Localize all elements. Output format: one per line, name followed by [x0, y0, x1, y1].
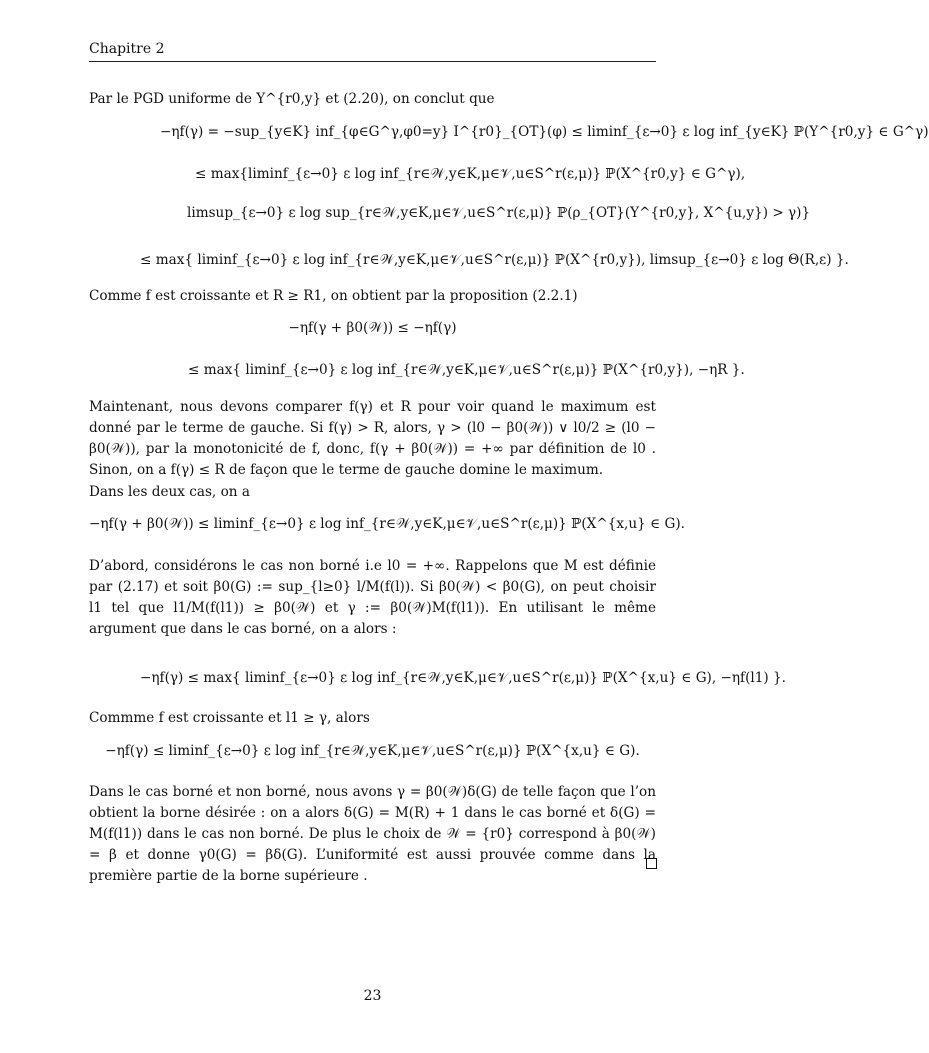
equation-line-2: ≤ max{liminf_{ε→0} ε log inf_{r∈𝒲,y∈K,μ∈𝒱,u∈S^r(ε,μ)} ℙ(X^{r0,y} ∈ G^γ), — [195, 166, 746, 182]
paragraph-croissante: Comme f est croissante et R ≥ R1, on obtient par la proposition (2.2.1) — [89, 288, 578, 304]
equation-line-1: −ηf(γ) = −sup_{y∈K} inf_{φ∈G^γ,φ0=y} I^{r0}_{OT}(φ) ≤ liminf_{ε→0} ε log inf_{y∈K} ℙ(Y^{r0,y} ∈ G^γ) — [160, 124, 929, 140]
qed-square — [646, 858, 657, 869]
equation-3: ≤ max{ liminf_{ε→0} ε log inf_{r∈𝒲,y∈K,μ∈𝒱,u∈S^r(ε,μ)} ℙ(X^{r0,y}), −ηR }. — [188, 362, 745, 378]
equation-6: −ηf(γ) ≤ liminf_{ε→0} ε log inf_{r∈𝒲,y∈K,μ∈𝒱,u∈S^r(ε,μ)} ℙ(X^{x,u} ∈ G). — [105, 743, 640, 759]
page-number: 23 — [363, 988, 382, 1004]
equation-5: −ηf(γ) ≤ max{ liminf_{ε→0} ε log inf_{r∈𝒲,y∈K,μ∈𝒱,u∈S^r(ε,μ)} ℙ(X^{x,u} ∈ G), −ηf(l1) }. — [140, 670, 786, 686]
paragraph-maintenant: Maintenant, nous devons comparer f(γ) et R pour voir quand le maximum est donné par le terme de gauche. Si f(γ) > R, alors, γ > (l0 − β0(𝒲)) ∨ l0/2 ≥ (l0 − β0(𝒲)), par la monotonicité de f, donc, f(γ + β0(𝒲)) = +∞ par définition de l0 . Sinon, on a f(γ) ≤ R de façon que le terme de gauche domine le maximum. — [89, 399, 656, 478]
paragraph-deux-cas: Dans les deux cas, on a — [89, 484, 250, 500]
header-rule — [89, 61, 656, 62]
equation-2: −ηf(γ + β0(𝒲)) ≤ −ηf(γ) — [288, 320, 457, 336]
equation-line-3: limsup_{ε→0} ε log sup_{r∈𝒲,y∈K,μ∈𝒱,u∈S^r(ε,μ)} ℙ(ρ_{OT}(Y^{r0,y}, X^{u,y}) > γ)} — [187, 205, 811, 221]
paragraph-conclusion: Dans le cas borné et non borné, nous avons γ = β0(𝒲)δ(G) de telle façon que l’on obtient la borne désirée : on a alors δ(G) = M(R) + 1 dans le cas borné et δ(G) = M(f(l1)) dans le cas non borné. De plus le choix de 𝒲 = {r0} correspond à β0(𝒲) = β et donne γ0(G) = βδ(G). L’uniformité est aussi prouvée comme dans la première partie de la borne supérieure . — [89, 784, 656, 884]
paragraph-commme: Commme f est croissante et l1 ≥ γ, alors — [89, 710, 370, 726]
equation-4: −ηf(γ + β0(𝒲)) ≤ liminf_{ε→0} ε log inf_{r∈𝒲,y∈K,μ∈𝒱,u∈S^r(ε,μ)} ℙ(X^{x,u} ∈ G). — [89, 516, 685, 532]
paragraph-intro: Par le PGD uniforme de Y^{r0,y} et (2.20), on conclut que — [89, 91, 495, 107]
paragraph-dabord: D’abord, considérons le cas non borné i.e l0 = +∞. Rappelons que M est définie par (2.17) et soit β0(G) := sup_{l≥0} l/M(f(l)). Si β0(𝒲) < β0(G), on peut choisir l1 tel que l1/M(f(l1)) ≥ β0(𝒲) et γ := β0(𝒲)M(f(l1)). En utilisant le même argument que dans le cas borné, on a alors : — [89, 558, 656, 637]
equation-line-4: ≤ max{ liminf_{ε→0} ε log inf_{r∈𝒲,y∈K,μ∈𝒱,u∈S^r(ε,μ)} ℙ(X^{r0,y}), limsup_{ε→0} ε log Θ(R,ε) }. — [140, 252, 849, 268]
chapter-header: Chapitre 2 — [89, 41, 165, 57]
